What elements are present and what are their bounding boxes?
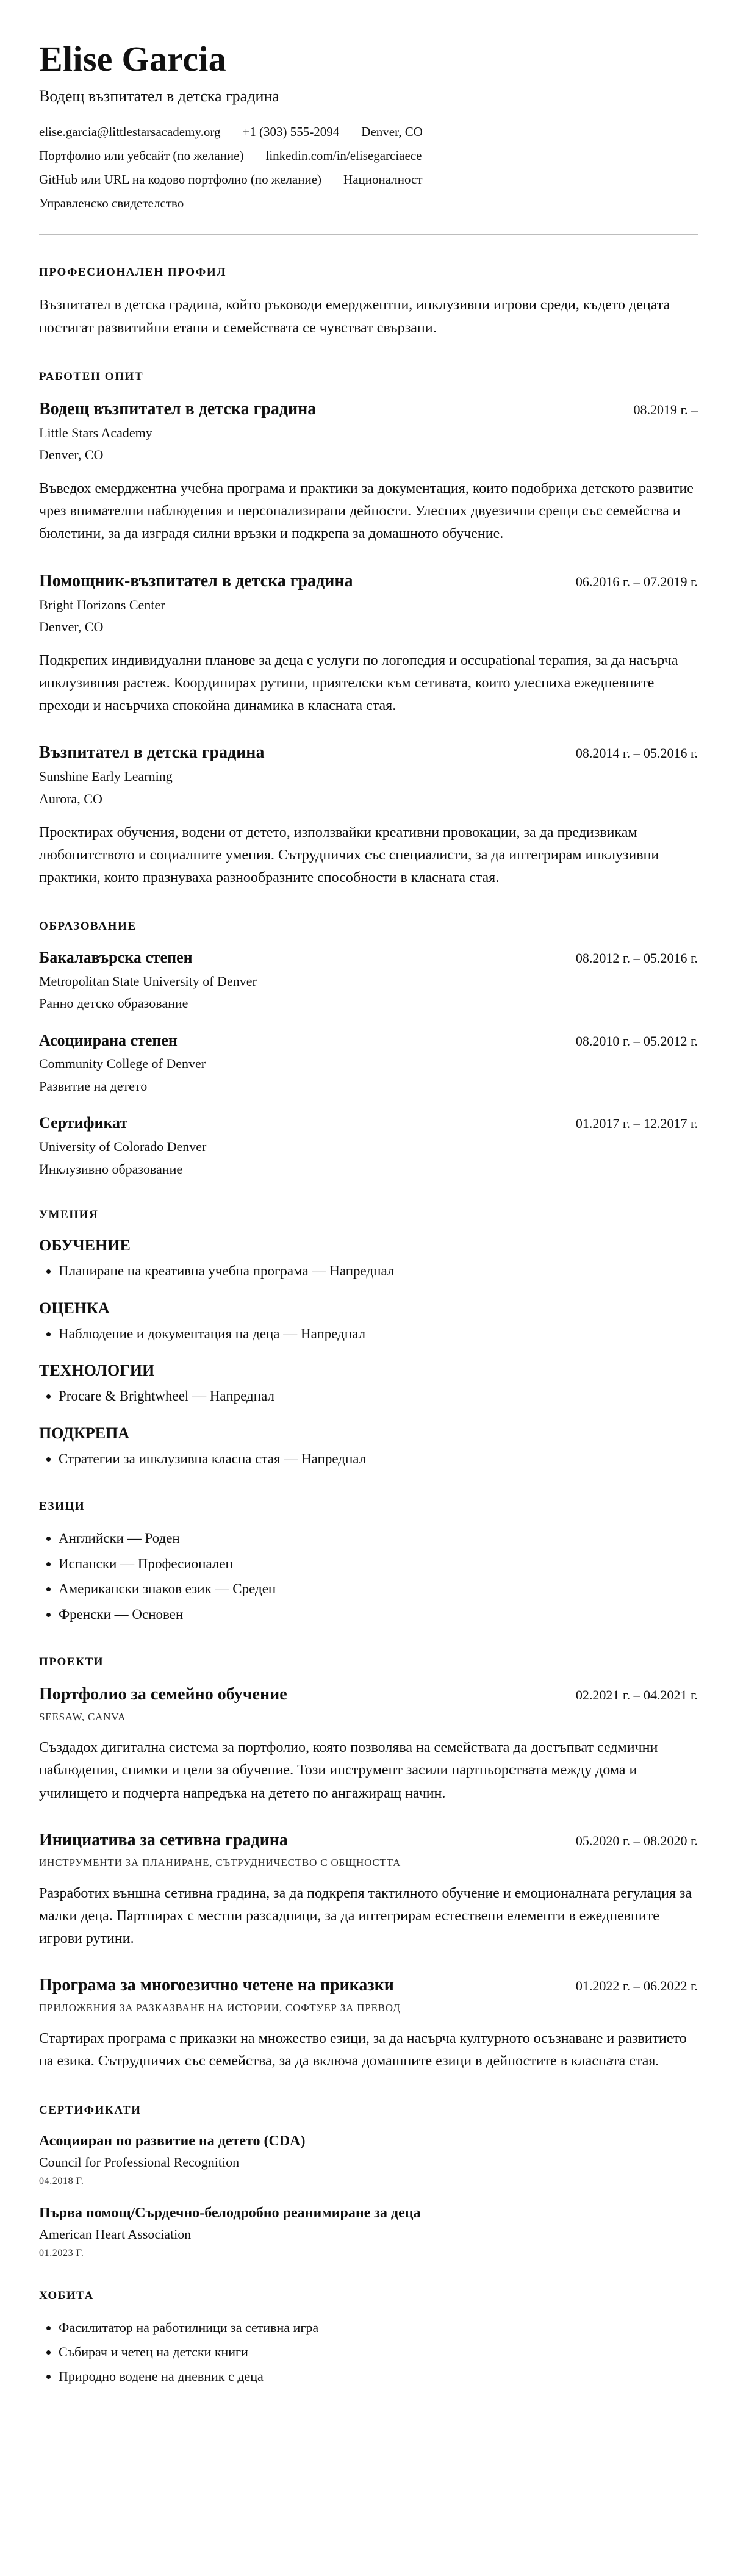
certification-date: 01.2023 Г. bbox=[39, 2248, 84, 2259]
contact-linkedin: linkedin.com/in/elisegarciaece bbox=[265, 148, 422, 163]
language-item: • Английски — Роден bbox=[59, 1528, 698, 1549]
skill-group bbox=[39, 1362, 698, 1407]
resume-header bbox=[39, 39, 698, 235]
candidate-title: Водещ възпитател в детска градина bbox=[39, 87, 279, 105]
language-item: • Испански — Професионален bbox=[59, 1554, 698, 1575]
skills-heading: УМЕНИЯ bbox=[39, 1208, 99, 1222]
skills-section bbox=[39, 1208, 698, 1469]
contact-email: elise.garcia@littlestarsacademy.org bbox=[39, 124, 221, 140]
project-entry bbox=[39, 1684, 698, 1805]
skill-group bbox=[39, 1424, 698, 1470]
job-title: Водещ възпитател в детска градина bbox=[39, 399, 317, 418]
education-heading: ОБРАЗОВАНИЕ bbox=[39, 920, 137, 933]
field-of-study: Инклузивно образование bbox=[39, 1161, 183, 1177]
profile-heading: ПРОФЕСИОНАЛЕН ПРОФИЛ bbox=[39, 266, 226, 279]
skill-item: • Procare & Brightwheel — Напреднал bbox=[59, 1386, 698, 1407]
project-tools: SEESAW, CANVA bbox=[39, 1711, 126, 1723]
contact-location: Denver, CO bbox=[361, 124, 423, 140]
certification-issuer: American Heart Association bbox=[39, 2226, 192, 2242]
hobbies-heading: ХОБИТА bbox=[39, 2289, 94, 2303]
header-divider bbox=[39, 234, 698, 235]
languages-section bbox=[39, 1500, 698, 1625]
certifications-section bbox=[39, 2104, 698, 2259]
job-location: Denver, CO bbox=[39, 619, 104, 635]
job-location: Aurora, CO bbox=[39, 791, 102, 806]
contact-nationality: Националност bbox=[343, 172, 423, 187]
certification-entry bbox=[39, 2132, 698, 2187]
project-description: Стартирах програма с приказки на множество езици, за да насърча културното осъзнаване и развитието на езика. Сътрудничих със семейства, за да включа домашните езици в дейностите в класната стая. bbox=[39, 2031, 687, 2070]
contact-github: GitHub или URL на кодово портфолио (по желание) bbox=[39, 172, 322, 187]
job-company: Sunshine Early Learning bbox=[39, 769, 173, 784]
hobby-item: • Събирач и четец на детски книги bbox=[59, 2342, 698, 2362]
job-description: Подкрепих индивидуални планове за деца с услуги по логопедия и occupational терапия, за да насърча инклузивния растеж. Координирах рутини, приятелски към сетивата, които улесниха ежедневните преходи и насърчиха спокойна динамика в класната стая. bbox=[39, 652, 678, 714]
skill-category: ОБУЧЕНИЕ bbox=[39, 1236, 131, 1255]
job-title: Възпитател в детска градина bbox=[39, 743, 265, 762]
project-entry bbox=[39, 1829, 698, 1951]
school-name: Metropolitan State University of Denver bbox=[39, 973, 257, 989]
hobby-item: • Фасилитатор на работилници за сетивна игра bbox=[59, 2317, 698, 2337]
education-dates: 08.2012 г. – 05.2016 г. bbox=[575, 950, 698, 966]
entry-head bbox=[39, 948, 698, 968]
degree-title: Бакалавърска степен bbox=[39, 949, 193, 967]
entry-head bbox=[39, 1113, 698, 1133]
candidate-name: Elise Garcia bbox=[39, 39, 226, 79]
project-dates: 02.2021 г. – 04.2021 г. bbox=[575, 1687, 698, 1703]
entry-head bbox=[39, 1031, 698, 1051]
job-description: Въведох емерджентна учебна програма и практики за документация, които подобриха детското развитие чрез внимателни наблюдения и персонализирани дейности. Улесних двуезични срещи със семейства и бюлетини, за да изградя силни връзки и подкрепа за домашното обучение. bbox=[39, 481, 694, 542]
job-description: Проектирах обучения, водени от детето, използвайки креативни провокации, за да предизвикам любопитството и социалните умения. Сътрудничих със специалисти, за да интегрирам инклузивни практики, които празнуваха разнообразните способности в класната стая. bbox=[39, 824, 659, 886]
skill-item: • Наблюдение и документация на деца — Напреднал bbox=[59, 1324, 698, 1345]
skill-list bbox=[39, 1386, 698, 1407]
contact-row bbox=[39, 172, 698, 187]
experience-entry bbox=[39, 742, 698, 889]
contact-phone: +1 (303) 555-2094 bbox=[242, 124, 340, 140]
skill-item: • Планиране на креативна учебна програма — Напреднал bbox=[59, 1261, 698, 1282]
school-name: Community College of Denver bbox=[39, 1056, 206, 1072]
project-description: Разработих външна сетивна градина, за да подкрепя тактилното обучение и емоционалната регулация за малки деца. Партнирах с местни разсадници, за да интегрирам естествени елементи в ежедневните игрови рутини. bbox=[39, 1885, 692, 1947]
project-tools: ПРИЛОЖЕНИЯ ЗА РАЗКАЗВАНЕ НА ИСТОРИИ, СОФТУЕР ЗА ПРЕВОД bbox=[39, 2002, 401, 2014]
job-dates: 08.2014 г. – 05.2016 г. bbox=[575, 745, 698, 761]
certifications-heading: СЕРТИФИКАТИ bbox=[39, 2103, 142, 2117]
entry-head bbox=[39, 1684, 698, 1705]
degree-title: Сертификат bbox=[39, 1114, 128, 1132]
job-company: Little Stars Academy bbox=[39, 425, 152, 440]
hobbies-section bbox=[39, 2289, 698, 2386]
field-of-study: Ранно детско образование bbox=[39, 996, 188, 1011]
projects-section bbox=[39, 1656, 698, 2073]
education-entry bbox=[39, 1113, 698, 1178]
experience-entry bbox=[39, 570, 698, 718]
contact-row bbox=[39, 148, 698, 163]
school-name: University of Colorado Denver bbox=[39, 1138, 207, 1154]
skill-group bbox=[39, 1299, 698, 1345]
skill-list bbox=[39, 1261, 698, 1282]
project-tools: ИНСТРУМЕНТИ ЗА ПЛАНИРАНЕ, СЪТРУДНИЧЕСТВО С ОБЩНОСТТА bbox=[39, 1856, 401, 1868]
project-title: Портфолио за семейно обучение bbox=[39, 1685, 287, 1704]
project-title: Инициатива за сетивна градина bbox=[39, 1830, 288, 1849]
profile-text: Възпитател в детска градина, който ръководи емерджентни, инклузивни игрови среди, където децата постигат развитийни етапи и семействата се чувстват свързани. bbox=[39, 297, 670, 336]
contact-row bbox=[39, 124, 698, 140]
certification-name: Първа помощ/Сърдечно-белодробно реанимиране за деца bbox=[39, 2205, 421, 2221]
entry-head bbox=[39, 1829, 698, 1851]
education-entry bbox=[39, 948, 698, 1013]
certification-issuer: Council for Professional Recognition bbox=[39, 2154, 240, 2170]
profile-section bbox=[39, 266, 698, 339]
skill-list bbox=[39, 1324, 698, 1345]
job-location: Denver, CO bbox=[39, 447, 104, 463]
language-item: • Американски знаков език — Среден bbox=[59, 1579, 698, 1600]
language-item: • Френски — Основен bbox=[59, 1604, 698, 1626]
experience-entry bbox=[39, 398, 698, 546]
project-description: Създадох дигитална система за портфолио, която позволява на семействата да достъпват седмични наблюдения, снимки и цели за обучение. Този инструмент засили партньорствата между дома и училището и подчерта напредъка на детето по ангажиращ начин. bbox=[39, 1740, 658, 1801]
education-entry bbox=[39, 1031, 698, 1096]
experience-section bbox=[39, 370, 698, 889]
skill-list bbox=[39, 1449, 698, 1470]
project-entry bbox=[39, 1975, 698, 2073]
skill-category: ТЕХНОЛОГИИ bbox=[39, 1362, 155, 1380]
skill-group bbox=[39, 1236, 698, 1282]
contact-driving-license: Управленско свидетелство bbox=[39, 196, 184, 211]
language-list bbox=[39, 1528, 698, 1625]
contact-info bbox=[39, 124, 698, 211]
job-dates: 06.2016 г. – 07.2019 г. bbox=[575, 573, 698, 589]
job-title: Помощник-възпитател в детска градина bbox=[39, 571, 353, 590]
entry-head bbox=[39, 570, 698, 592]
field-of-study: Развитие на детето bbox=[39, 1078, 148, 1094]
job-company: Bright Horizons Center bbox=[39, 597, 165, 612]
hobby-list bbox=[39, 2317, 698, 2386]
education-dates: 08.2010 г. – 05.2012 г. bbox=[575, 1033, 698, 1049]
skill-item: • Стратегии за инклузивна класна стая — Напреднал bbox=[59, 1449, 698, 1470]
languages-heading: ЕЗИЦИ bbox=[39, 1500, 85, 1513]
entry-head bbox=[39, 398, 698, 420]
certification-entry bbox=[39, 2204, 698, 2259]
certification-name: Асоцииран по развитие на детето (CDA) bbox=[39, 2133, 306, 2149]
hobby-item: • Природно водене на дневник с деца bbox=[59, 2366, 698, 2386]
project-dates: 01.2022 г. – 06.2022 г. bbox=[575, 1978, 698, 1994]
contact-portfolio: Портфолио или уебсайт (по желание) bbox=[39, 148, 244, 163]
project-dates: 05.2020 г. – 08.2020 г. bbox=[575, 1832, 698, 1848]
education-dates: 01.2017 г. – 12.2017 г. bbox=[575, 1116, 698, 1132]
certification-date: 04.2018 Г. bbox=[39, 2175, 84, 2186]
skill-category: ОЦЕНКА bbox=[39, 1299, 110, 1317]
entry-head bbox=[39, 1975, 698, 1996]
project-title: Програма за многоезично четене на приказки bbox=[39, 1976, 394, 1995]
skill-category: ПОДКРЕПА bbox=[39, 1424, 130, 1442]
job-dates: 08.2019 г. – bbox=[633, 401, 698, 417]
degree-title: Асоциирана степен bbox=[39, 1031, 178, 1049]
education-section bbox=[39, 920, 698, 1178]
contact-row bbox=[39, 196, 698, 211]
experience-heading: РАБОТЕН ОПИТ bbox=[39, 370, 144, 383]
entry-head bbox=[39, 742, 698, 763]
projects-heading: ПРОЕКТИ bbox=[39, 1656, 104, 1669]
